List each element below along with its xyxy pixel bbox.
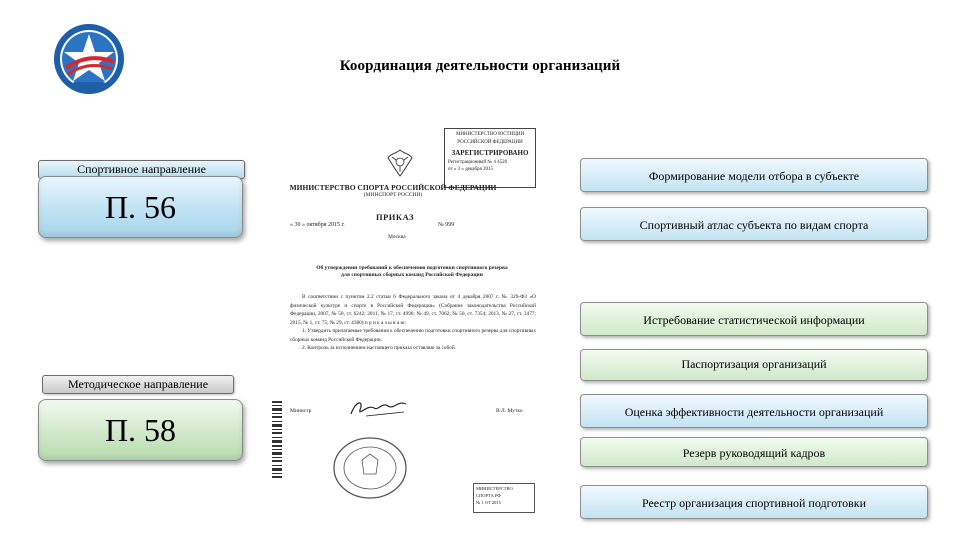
statistics-request-item[interactable] [580, 302, 928, 336]
order-subject [293, 265, 531, 280]
selection-model-item[interactable] [580, 158, 928, 192]
registration-stamp [444, 128, 536, 188]
methodical-direction-tab[interactable]: Методическое направление [42, 375, 234, 394]
subject-line: для спортивных сборных команд Российской Федерации [341, 272, 483, 279]
management-reserve-item[interactable] [580, 437, 928, 467]
stamp-registered: ЗАРЕГИСТРИРОВАНО [451, 149, 529, 157]
body-paragraph: 1. Утвердить прилагаемые требования к обеспечению подготовки спортивного резерва для спортивных сборных команд Российской Федерации. [290, 328, 536, 343]
efficiency-evaluation-item[interactable] [580, 394, 928, 428]
ministry-short: (МИНСПОРТ РОССИИ) [363, 192, 423, 198]
item-label: Резерв руководящий кадров [682, 446, 826, 460]
order-city: Москва [388, 234, 406, 240]
order-number: № 999 [438, 222, 455, 228]
stamp-reg-number: Регистрационный № 4 4520 [448, 159, 508, 165]
slide-title: Координация деятельности организаций [339, 58, 621, 74]
stamp-line: РОССИЙСКОЙ ФЕДЕРАЦИИ [457, 139, 523, 145]
body-paragraph: В соответствии с пунктом 2.2 статьи 6 Федерального закона от 4 декабря 2007 г. № 329-ФЗ «О физической культуре и спорте в Российской Федерации» (Собрание законодательства Российской Федерации, 2007, № 50, ст. 6242; 2011, № 17, ст. 4996; № 49, ст. 7062; № 50, ст. 7354; 2013, № 27, ст. 3477; 2015, № 1, ст. 75; № 29, ст. 4380) п р и к а з ы в а ю: [290, 294, 536, 326]
methodical-point-box[interactable]: П. 58 [38, 399, 243, 461]
stamp-line: МИНИСТЕРСТВО ЮСТИЦИИ [455, 132, 525, 137]
sports-training-registry-item[interactable] [580, 485, 928, 519]
item-label: Спортивный атлас субъекта по видам спорта [639, 218, 869, 232]
sport-direction-tab[interactable]: Спортивное направление [38, 160, 245, 179]
signature-icon [346, 396, 416, 422]
barcode-icon [272, 401, 282, 481]
order-document [268, 128, 543, 520]
subject-line: Об утверждении требований к обеспечению подготовки спортивного резерва [316, 265, 508, 271]
corner-stamp [473, 483, 535, 513]
corner-stamp-line: № 1 ОТ 2015 [476, 499, 501, 505]
order-heading: ПРИКАЗ [376, 212, 414, 222]
ministry-full: МИНИСТЕРСТВО СПОРТА РОССИЙСКОЙ ФЕДЕРАЦИИ [289, 183, 497, 192]
item-label: Оценка эффективности деятельности организаций [624, 405, 884, 419]
sports-atlas-item[interactable] [580, 207, 928, 241]
item-label: Паспортизация организаций [681, 357, 827, 371]
minister-name: В.Л. Мутко [496, 408, 523, 414]
item-label: Формирование модели отбора в субъекте [648, 169, 860, 183]
order-body [290, 293, 536, 353]
organizations-passport-item[interactable] [580, 349, 928, 381]
sport-point-box[interactable]: П. 56 [38, 176, 243, 238]
ministry-name [288, 183, 498, 198]
minister-label: Министр [290, 408, 312, 414]
corner-stamp-line: СПОРТА РФ [476, 492, 501, 498]
corner-stamp-line: МИНИСТЕРСТВО [476, 486, 513, 491]
order-date: « 30 » октября 2015 г. [290, 222, 345, 228]
ministry-seal-icon [326, 432, 414, 502]
coat-of-arms-icon [386, 148, 414, 178]
item-label: Реестр организация спортивной подготовки [641, 496, 867, 510]
organization-logo [52, 22, 126, 96]
body-paragraph: 2. Контроль за исполнением настоящего приказа оставляю за собой. [302, 345, 456, 352]
item-label: Истребование статистической информации [643, 313, 865, 327]
stamp-reg-date: от « 3 » декабря 2015 [448, 167, 494, 172]
